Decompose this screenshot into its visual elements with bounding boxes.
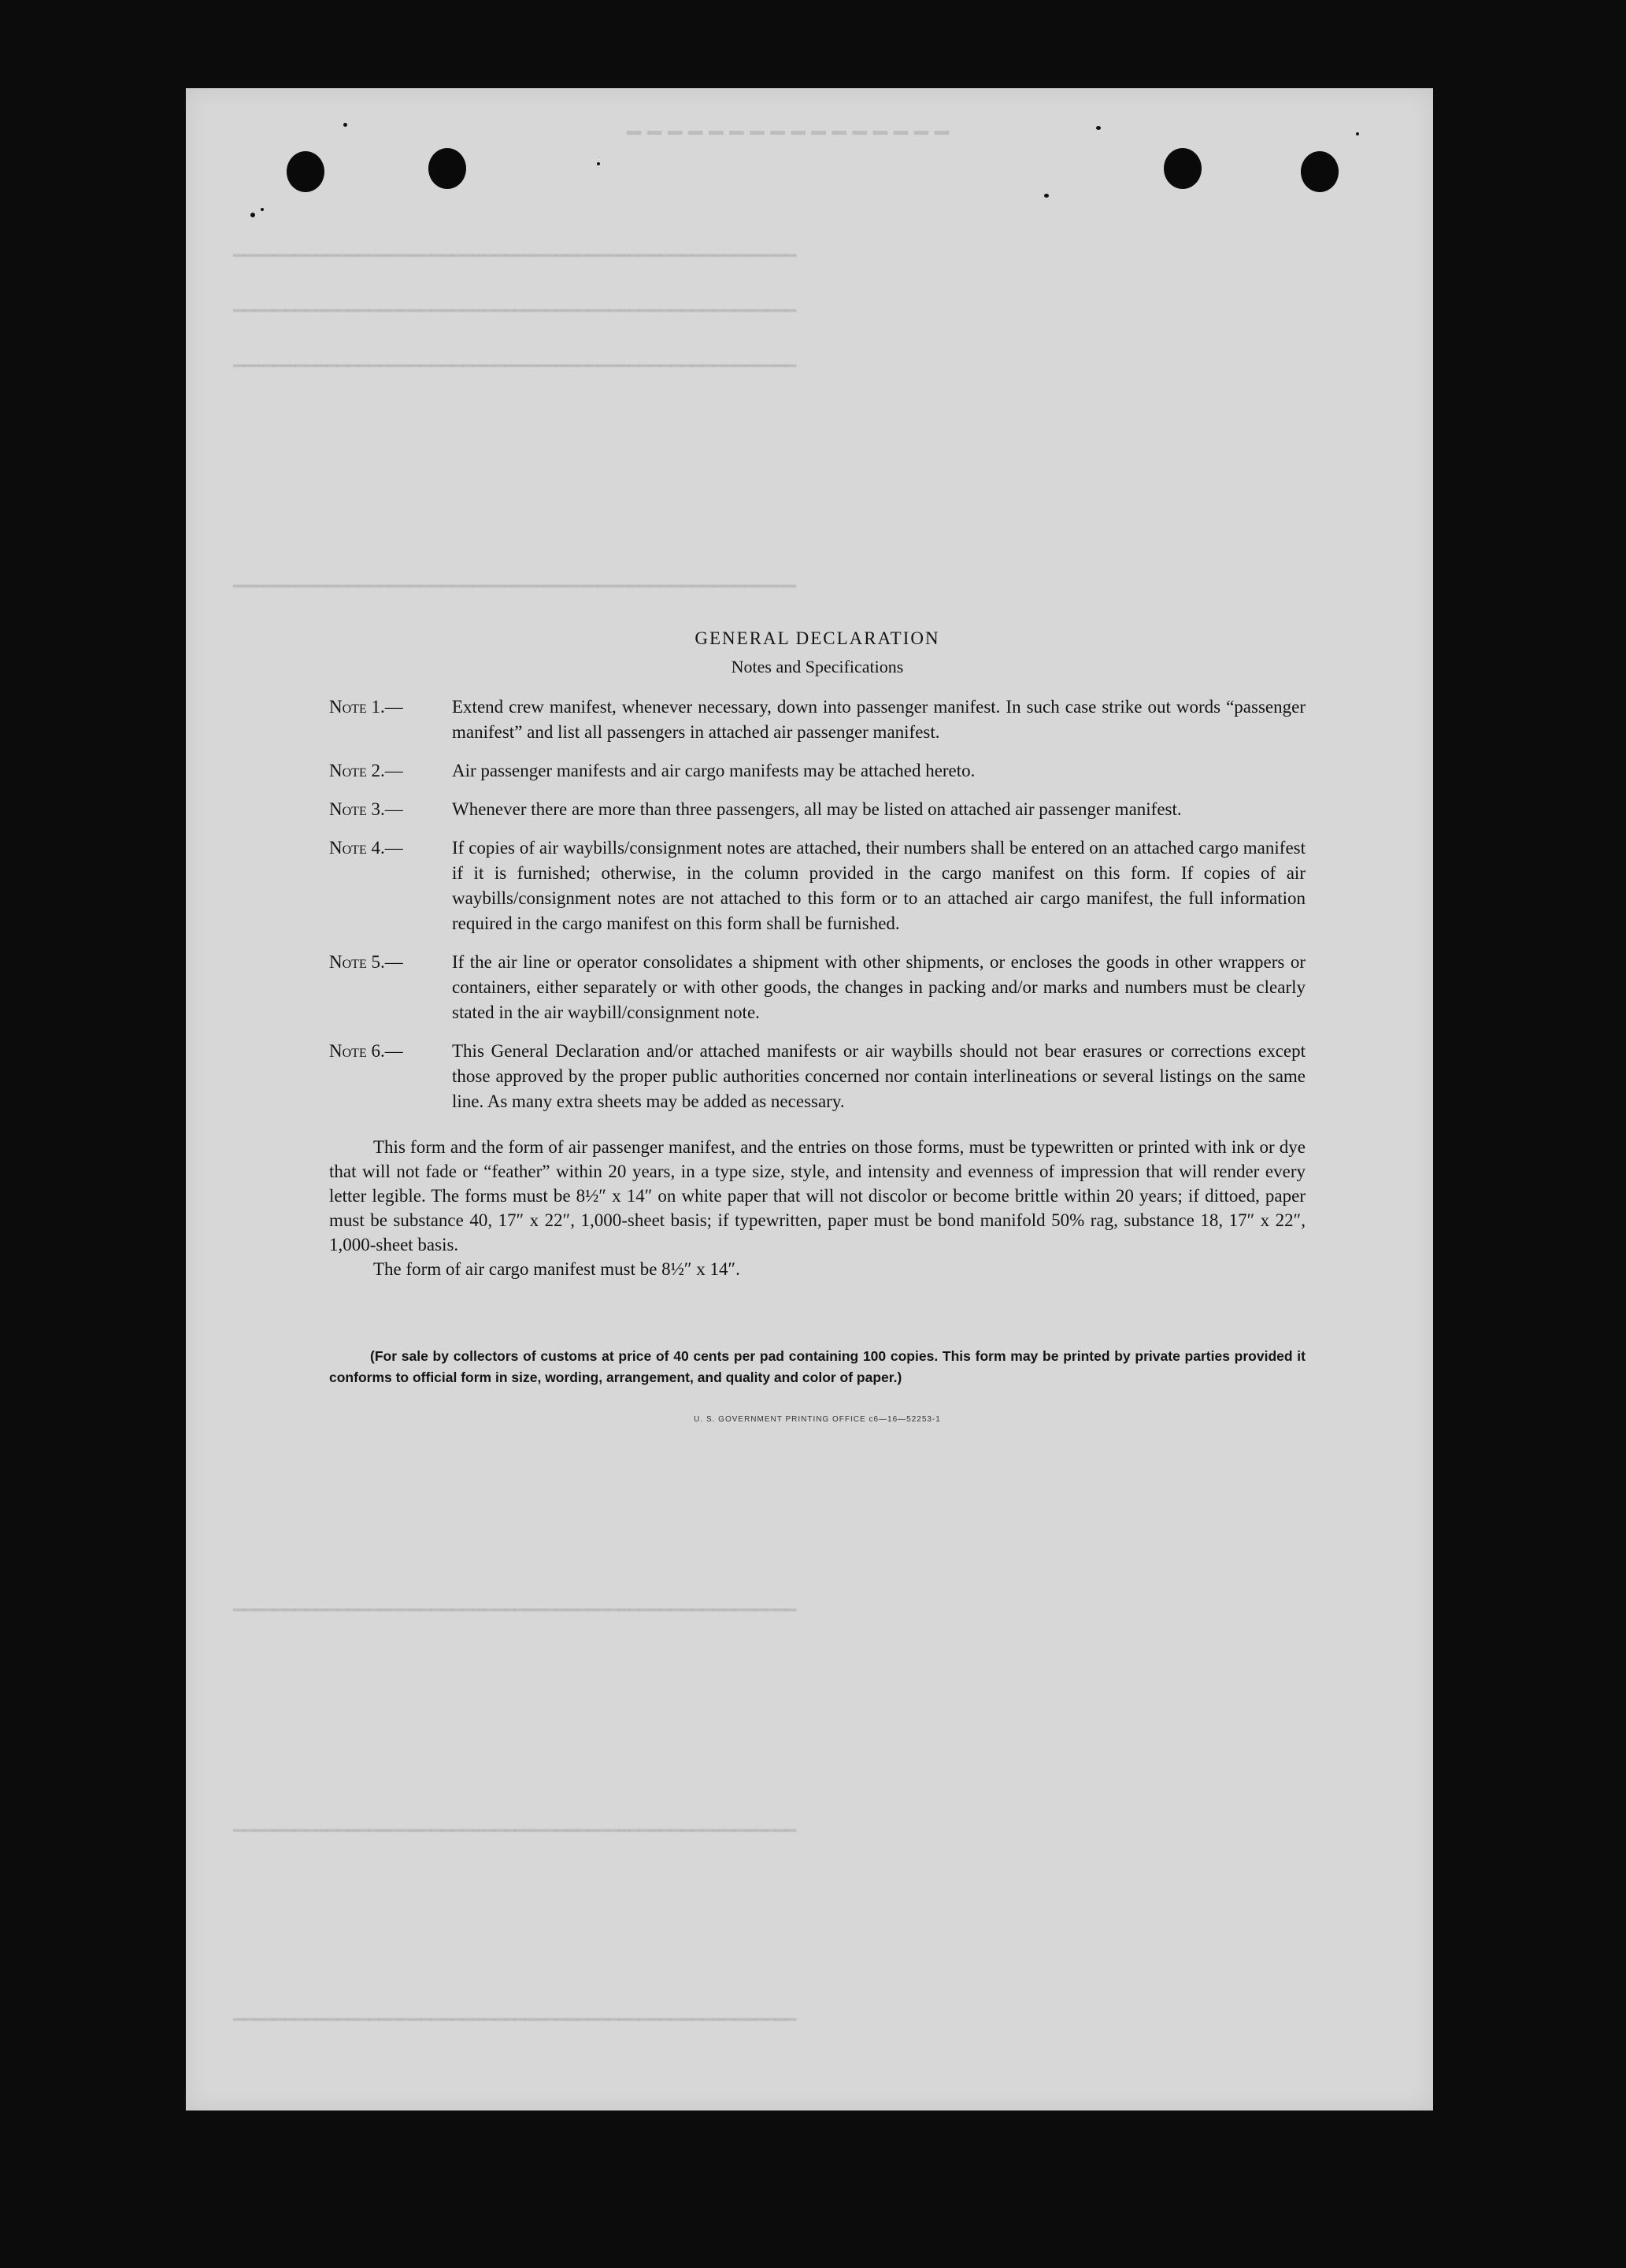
- note-label: Note 6.—: [329, 1041, 403, 1061]
- note-1: [329, 695, 1306, 745]
- punch-hole-right-outer: [1301, 151, 1339, 192]
- note-label: Note 2.—: [329, 761, 403, 780]
- note-label: Note 4.—: [329, 838, 403, 858]
- punch-hole-left-inner: [428, 148, 466, 189]
- note-label: Note 3.—: [329, 799, 403, 819]
- note-text: Extend crew manifest, whenever necessary, down into passenger manifest. In such case strike out words “passenger manifest” and list all passengers in attached air passenger manifest.: [452, 697, 1306, 742]
- bleed-through-line: ━━━━━━━━━━━━━━━━━━━━━━━━━━━━━━━━━━━━━━━━━━━━━━━━━━━━━━: [233, 1600, 797, 1620]
- form-specification-paragraph: This form and the form of air passenger manifest, and the entries on those forms, must be typewritten or printed with ink or dye that will not fade or “feather” within 20 years, in a type size, style, and intensity and evenness of impression that will render every letter legible. The forms must be 8½″ x 14″ on white paper that will not discolor or become brittle within 20 years; if dittoed, paper must be substance 40, 17″ x 22″, 1,000-sheet basis; if typewritten, paper must be bond manifold 50% rag, substance 18, 17″ x 22″, 1,000-sheet basis.: [329, 1137, 1306, 1254]
- ink-speck: [343, 123, 347, 127]
- sale-notice: (For sale by collectors of customs at price of 40 cents per pad containing 100 copies. This form may be printed by private parties provided it conforms to official form in size, wording, arrangement, and quality and color of paper.): [329, 1348, 1306, 1385]
- bleed-through-line: ━━━━━━━━━━━━━━━━━━━━━━━━━━━━━━━━━━━━━━━━━━━━━━━━━━━━━━: [233, 2010, 797, 2029]
- note-text: If copies of air waybills/consignment notes are attached, their numbers shall be entered on an attached cargo manifest if it is furnished; otherwise, in the column provided in the cargo manifest on this form. If copies of air waybills/consignment notes are not attached to this form or to an attached air cargo manifest, the full information required in the cargo manifest on this form shall be furnished.: [452, 838, 1306, 933]
- ink-speck: [261, 208, 264, 211]
- document-page: [186, 88, 1433, 2110]
- note-label: Note 5.—: [329, 952, 403, 972]
- punch-hole-right-inner: [1164, 148, 1202, 189]
- ink-speck: [250, 213, 255, 217]
- note-text: Air passenger manifests and air cargo manifests may be attached hereto.: [452, 761, 976, 780]
- printer-imprint: U. S. GOVERNMENT PRINTING OFFICE c6—16—52253-1: [694, 1415, 941, 1424]
- note-5: [329, 950, 1306, 1025]
- note-3: [329, 797, 1306, 822]
- bleed-through-heading: ━━━━━━━━━━━━━━━━: [627, 120, 955, 146]
- note-6: [329, 1039, 1306, 1114]
- document-title: GENERAL DECLARATION: [694, 628, 940, 648]
- bleed-through-line: ━━━━━━━━━━━━━━━━━━━━━━━━━━━━━━━━━━━━━━━━━━━━━━━━━━━━━━: [233, 1821, 797, 1840]
- ink-speck: [1356, 132, 1359, 135]
- note-text: This General Declaration and/or attached manifests or air waybills should not bear erasures or corrections except those approved by the proper public authorities concerned nor contain interlineations or several listings on the same line. As many extra sheets may be added as necessary.: [452, 1041, 1306, 1111]
- note-text: If the air line or operator consolidates a shipment with other shipments, or encloses the goods in other wrappers or containers, either separately or with other goods, the changes in packing and/or marks and numbers must be clearly stated in the air waybill/consignment note.: [452, 952, 1306, 1022]
- ink-speck: [1096, 126, 1101, 130]
- bleed-through-line: ━━━━━━━━━━━━━━━━━━━━━━━━━━━━━━━━━━━━━━━━━━━━━━━━━━━━━━: [233, 576, 797, 596]
- punch-hole-left-outer: [287, 151, 324, 192]
- bleed-through-line: ━━━━━━━━━━━━━━━━━━━━━━━━━━━━━━━━━━━━━━━━━━━━━━━━━━━━━━: [233, 246, 797, 265]
- note-4: [329, 836, 1306, 936]
- bleed-through-line: ━━━━━━━━━━━━━━━━━━━━━━━━━━━━━━━━━━━━━━━━━━━━━━━━━━━━━━: [233, 301, 797, 321]
- notes-and-specifications: [329, 628, 1306, 1424]
- bleed-through-line: ━━━━━━━━━━━━━━━━━━━━━━━━━━━━━━━━━━━━━━━━━━━━━━━━━━━━━━: [233, 356, 797, 376]
- document-subtitle: Notes and Specifications: [731, 657, 904, 676]
- ink-speck: [1044, 194, 1049, 198]
- note-2: [329, 758, 1306, 784]
- note-text: Whenever there are more than three passengers, all may be listed on attached air passenger manifest.: [452, 799, 1182, 819]
- note-label: Note 1.—: [329, 697, 403, 717]
- ink-speck: [597, 162, 600, 165]
- cargo-manifest-size-line: The form of air cargo manifest must be 8½″ x 14″.: [373, 1259, 740, 1279]
